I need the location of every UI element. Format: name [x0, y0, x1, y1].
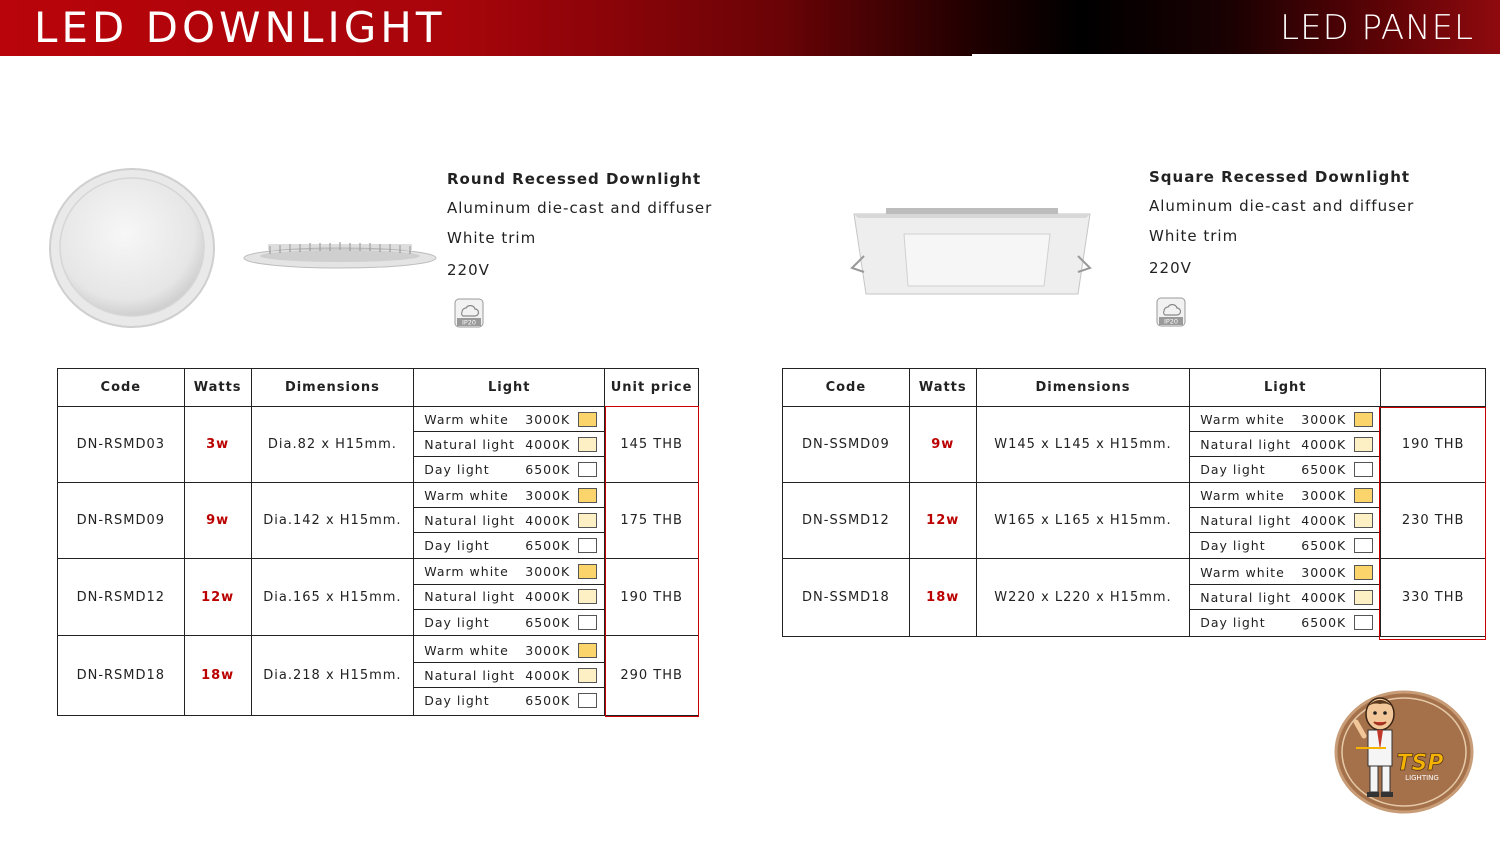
product-watts: 3w [184, 407, 251, 483]
round-downlight-side-image [240, 236, 440, 272]
light-option [1190, 483, 1380, 508]
color-temperature: 6500K [525, 693, 571, 708]
product-watts: 9w [184, 483, 251, 559]
color-temperature: 3000K [1301, 411, 1347, 427]
product-dimensions: Dia.142 x H15mm. [251, 483, 414, 559]
color-swatch [1354, 565, 1373, 580]
header-unit-price: Unit price [605, 369, 699, 407]
square-spec-voltage: 220V [1149, 259, 1192, 277]
table-row [783, 559, 1486, 637]
round-spec-material: Aluminum die-cast and diffuser [447, 199, 713, 217]
light-name: Day light [424, 462, 490, 477]
header-light: Light [414, 369, 605, 407]
light-option [414, 688, 604, 713]
light-name: Warm white [424, 411, 509, 427]
color-swatch [1354, 412, 1373, 427]
round-price-table [57, 368, 699, 716]
table-row [58, 559, 699, 636]
color-swatch [578, 538, 597, 553]
unit-price: 175 THB [605, 483, 699, 559]
ip20-icon [454, 298, 484, 328]
light-name: Warm white [1200, 411, 1285, 427]
header-code: Code [58, 369, 185, 407]
light-options [414, 636, 605, 716]
category-title: LED PANEL [1280, 8, 1474, 48]
unit-price: 145 THB [605, 407, 699, 483]
color-swatch [578, 589, 597, 604]
product-dimensions: W165 x L165 x H15mm. [976, 483, 1190, 559]
square-spec-material: Aluminum die-cast and diffuser [1149, 197, 1415, 215]
color-swatch [1354, 513, 1373, 528]
light-option [1190, 533, 1380, 558]
color-temperature: 3000K [525, 642, 571, 658]
light-name: Warm white [1200, 564, 1285, 580]
color-temperature: 4000K [525, 589, 571, 604]
color-swatch [1354, 437, 1373, 452]
light-name: Natural light [424, 436, 516, 452]
color-swatch [578, 668, 597, 683]
light-name: Day light [1200, 538, 1266, 553]
ip20-icon [1156, 297, 1186, 327]
color-temperature: 3000K [525, 411, 571, 427]
color-temperature: 4000K [1301, 589, 1347, 605]
header-divider [972, 54, 1500, 57]
product-code: DN-SSMD09 [783, 407, 910, 483]
color-temperature: 3000K [1301, 564, 1347, 580]
product-watts: 9w [909, 407, 976, 483]
unit-price: 190 THB [1381, 407, 1486, 483]
logo-text: TSP [1396, 751, 1444, 776]
round-downlight-front-image [48, 166, 218, 330]
product-code: DN-SSMD12 [783, 483, 910, 559]
light-name: Natural light [1200, 512, 1292, 528]
light-option [414, 585, 604, 610]
light-name: Day light [424, 538, 490, 553]
color-swatch [578, 693, 597, 708]
header-code: Code [783, 369, 910, 407]
product-code: DN-RSMD09 [58, 483, 185, 559]
light-option [1190, 560, 1380, 585]
light-name: Natural light [1200, 589, 1292, 605]
light-name: Natural light [424, 589, 516, 604]
light-option [414, 560, 604, 585]
table-row [58, 636, 699, 716]
header-watts: Watts [909, 369, 976, 407]
table-row [58, 483, 699, 559]
table-row [783, 407, 1486, 483]
color-swatch [578, 488, 597, 503]
color-temperature: 4000K [525, 667, 571, 683]
light-option [414, 663, 604, 688]
product-dimensions: Dia.218 x H15mm. [251, 636, 414, 716]
color-temperature: 6500K [525, 538, 571, 553]
light-option [1190, 432, 1380, 457]
table-row [58, 407, 699, 483]
product-dimensions: Dia.82 x H15mm. [251, 407, 414, 483]
header-price [1381, 369, 1486, 407]
product-dimensions: Dia.165 x H15mm. [251, 559, 414, 636]
ip20-label: IP20 [461, 318, 477, 327]
light-option [414, 407, 604, 432]
unit-price: 190 THB [605, 559, 699, 636]
light-option [414, 638, 604, 663]
color-temperature: 4000K [525, 512, 571, 528]
light-option [414, 533, 604, 558]
light-option [414, 610, 604, 635]
unit-price: 330 THB [1381, 559, 1486, 637]
product-code: DN-SSMD18 [783, 559, 910, 637]
header-dimensions: Dimensions [976, 369, 1190, 407]
product-code: DN-RSMD03 [58, 407, 185, 483]
color-swatch [578, 564, 597, 579]
color-temperature: 4000K [525, 436, 571, 452]
round-spec-voltage: 220V [447, 261, 490, 279]
color-temperature: 6500K [1301, 538, 1347, 553]
unit-price: 290 THB [605, 636, 699, 716]
product-watts: 18w [909, 559, 976, 637]
product-dimensions: W220 x L220 x H15mm. [976, 559, 1190, 637]
light-options [1190, 407, 1381, 483]
product-dimensions: W145 x L145 x H15mm. [976, 407, 1190, 483]
light-option [414, 508, 604, 533]
light-name: Warm white [424, 564, 509, 579]
light-name: Natural light [424, 512, 516, 528]
tsp-lighting-logo [1334, 686, 1476, 814]
color-swatch [578, 513, 597, 528]
light-name: Natural light [1200, 436, 1292, 452]
light-name: Natural light [424, 667, 516, 683]
light-options [414, 559, 605, 636]
color-swatch [578, 615, 597, 630]
square-price-table [782, 368, 1486, 637]
header-watts: Watts [184, 369, 251, 407]
header-light: Light [1190, 369, 1381, 407]
header-banner [0, 0, 1500, 56]
ip20-label: IP20 [1163, 317, 1179, 326]
product-watts: 12w [184, 559, 251, 636]
light-option [1190, 407, 1380, 432]
round-spec-trim: White trim [447, 229, 537, 247]
color-swatch [578, 462, 597, 477]
table-header-row [58, 369, 699, 407]
table-row [783, 483, 1486, 559]
light-option [1190, 585, 1380, 610]
page-title: LED DOWNLIGHT [34, 3, 446, 52]
color-swatch [1354, 590, 1373, 605]
square-spec-trim: White trim [1149, 227, 1239, 245]
product-watts: 12w [909, 483, 976, 559]
light-name: Day light [424, 693, 490, 708]
color-swatch [1354, 462, 1373, 477]
logo-subtext: LIGHTING [1405, 774, 1439, 782]
light-name: Warm white [424, 642, 509, 658]
color-swatch [578, 412, 597, 427]
color-temperature: 3000K [525, 487, 571, 503]
product-code: DN-RSMD12 [58, 559, 185, 636]
light-options [414, 483, 605, 559]
table-header-row [783, 369, 1486, 407]
light-option [1190, 457, 1380, 482]
light-option [1190, 610, 1380, 635]
light-name: Day light [1200, 615, 1266, 630]
round-product-title: Round Recessed Downlight [447, 170, 702, 188]
color-temperature: 6500K [525, 462, 571, 477]
color-swatch [578, 643, 597, 658]
square-spec [1149, 168, 1414, 288]
light-name: Day light [424, 614, 490, 630]
color-temperature: 4000K [1301, 512, 1347, 528]
color-temperature: 4000K [1301, 436, 1347, 452]
color-swatch [578, 437, 597, 452]
color-swatch [1354, 488, 1373, 503]
light-option [414, 432, 604, 457]
color-temperature: 6500K [1301, 615, 1347, 630]
light-option [414, 457, 604, 482]
color-temperature: 6500K [1301, 462, 1347, 477]
product-code: DN-RSMD18 [58, 636, 185, 716]
color-temperature: 6500K [525, 614, 571, 630]
light-option [1190, 508, 1380, 533]
light-option [414, 483, 604, 508]
round-spec [447, 170, 712, 290]
color-swatch [1354, 538, 1373, 553]
square-downlight-image [846, 200, 1098, 300]
header-dimensions: Dimensions [251, 369, 414, 407]
product-watts: 18w [184, 636, 251, 716]
light-name: Day light [1200, 462, 1266, 477]
unit-price: 230 THB [1381, 483, 1486, 559]
light-options [414, 407, 605, 483]
color-swatch [1354, 615, 1373, 630]
square-product-title: Square Recessed Downlight [1149, 168, 1411, 186]
light-options [1190, 559, 1381, 637]
light-name: Warm white [1200, 487, 1285, 503]
light-options [1190, 483, 1381, 559]
color-temperature: 3000K [525, 564, 571, 579]
color-temperature: 3000K [1301, 487, 1347, 503]
light-name: Warm white [424, 487, 509, 503]
